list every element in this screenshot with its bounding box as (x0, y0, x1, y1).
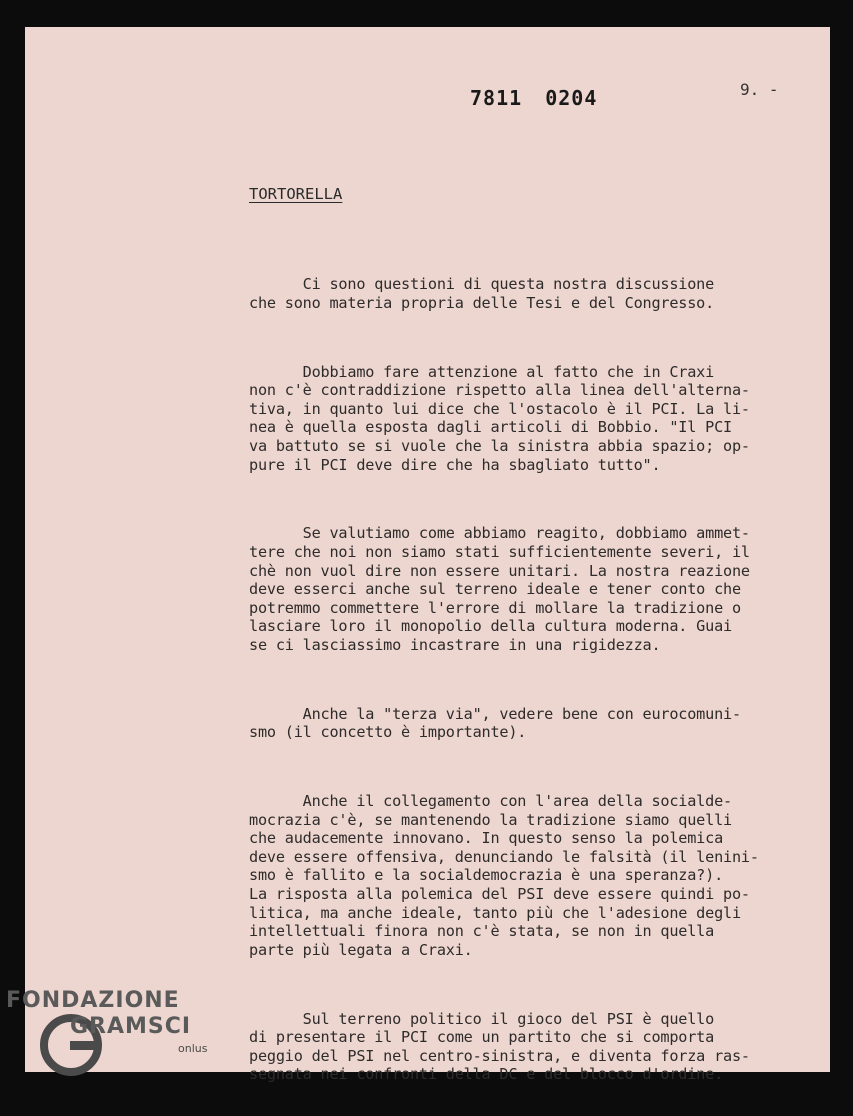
paragraph: Anche il collegamento con l'area della socialde- mocrazia c'è, se mantenendo la tradizione siamo quelli che audacemente innovano. In questo senso la polemica deve essere offensiva, denunciando le falsità (il lenini- smo è fallito e la socialdemocrazia è una speranza?). La risposta alla polemica del PSI deve essere quindi po- litica, ma anche ideale, tanto più che l'adesione degli intellettuali finora non c'è stata, se non in quella parte più legata a Craxi. (249, 792, 759, 959)
paragraph: Dobbiamo fare attenzione al fatto che in Craxi non c'è contraddizione rispetto alla linea dell'alterna- tiva, in quanto lui dice che l'ostacolo è il PCI. La li- nea è quella esposta dagli articoli di Bobbio. "Il PCI va battuto se si vuole che la sinistra abbia spazio; op- pure il PCI deve dire che ha sbagliato tutto". (249, 362, 750, 474)
page-number: 9. - (740, 80, 779, 99)
paragraph: Sul terreno politico il gioco del PSI è quello di presentare il PCI come un partito che si comporta peggio del PSI nel centro-sinistra, e diventa forza ras- segnata nei confronti della DC e del blocco d'ordine. (249, 1009, 750, 1084)
fondazione-gramsci-watermark (6, 988, 216, 1078)
watermark-line2: GRAMSCI (70, 1014, 192, 1039)
paragraph: Anche la "terza via", vedere bene con eurocomuni- smo (il concetto è importante). (249, 704, 741, 742)
document-number: 7811 0204 (470, 86, 598, 110)
paragraph: Se valutiamo come abbiamo reagito, dobbiamo ammet- tere che noi non siamo stati sufficientemente severi, il chè non vuol dire non essere unitari. La nostra reazione deve esserci anche sul terreno ideale e tener conto che potremmo commettere l'errore di mollare la tradizione o lasciare loro il monopolio della cultura moderna. Guai se ci lasciassimo incastrare in una rigidezza. (249, 524, 750, 654)
speaker-heading: TORTORELLA (249, 185, 343, 203)
paragraph: Ci sono questioni di questa nostra discussione che sono materia propria delle Tesi e del Congresso. (249, 275, 715, 312)
watermark-line1: FONDAZIONE (6, 988, 180, 1013)
watermark-onlus: onlus (178, 1042, 208, 1055)
document-body (249, 238, 809, 1116)
